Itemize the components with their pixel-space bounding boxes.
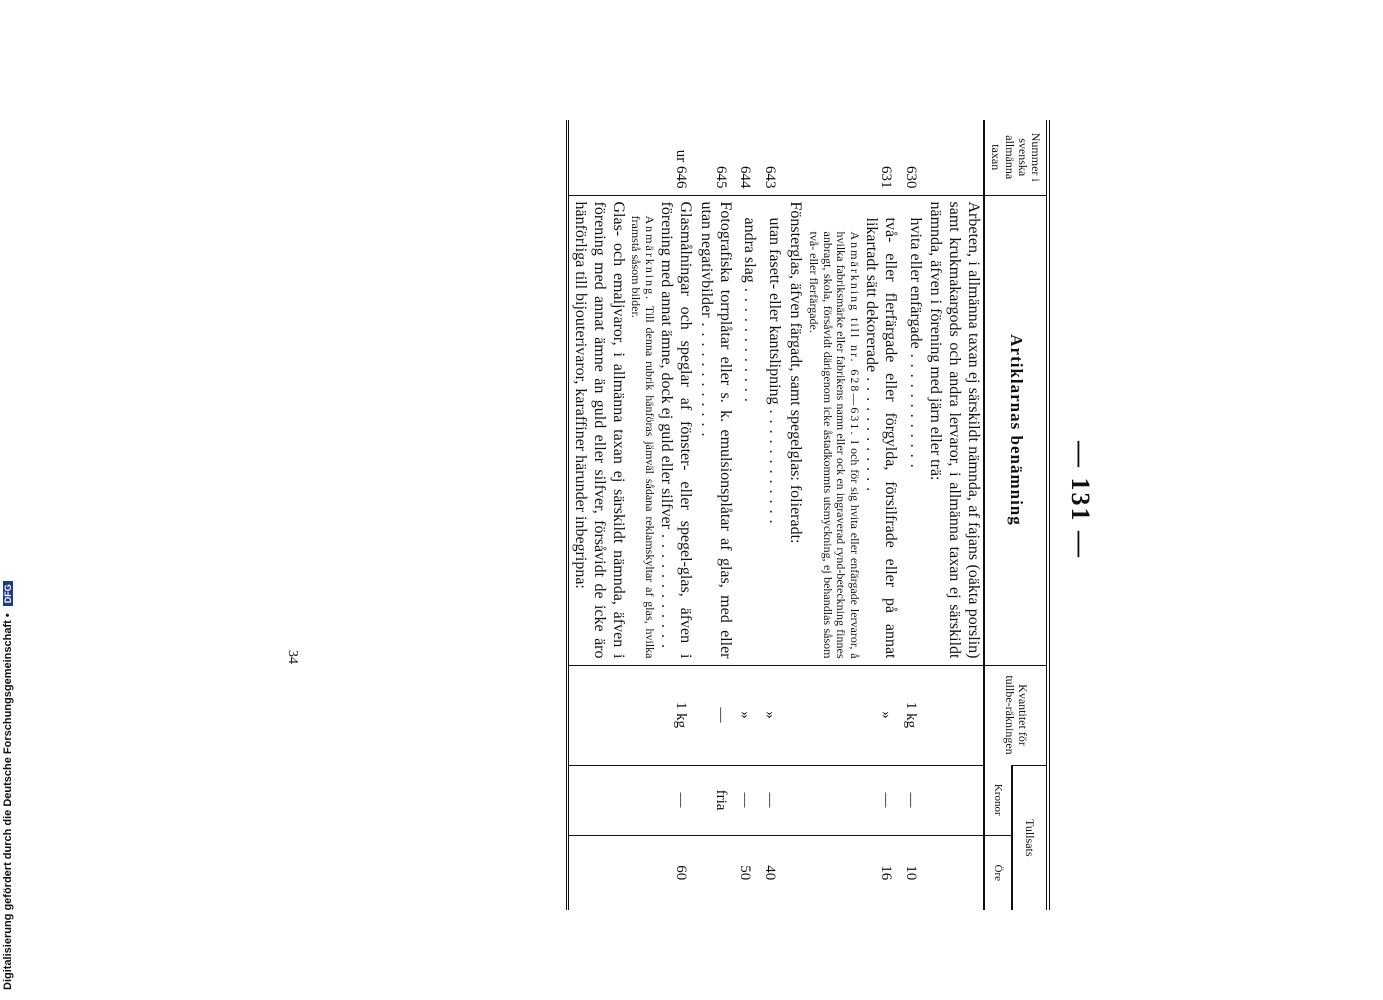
note-label: Anmärkning.: [643, 215, 658, 302]
row-ore: [784, 835, 805, 910]
row-number: [925, 120, 985, 195]
table-row: [759, 120, 784, 910]
row-kronor: —: [735, 765, 760, 835]
row-note: [629, 202, 657, 659]
table-row: [568, 120, 628, 910]
row-article: två- eller flerfärgade eller förgylda, försilfrade eller på annat likartadt sätt dekorerade . . .: [863, 218, 899, 659]
row-ore: 50: [735, 835, 760, 910]
footer-number: 34: [285, 650, 300, 664]
table-row: [628, 120, 695, 910]
header-rate: Tullsats: [1012, 765, 1048, 910]
row-kronor: [568, 765, 628, 835]
row-number: ur 646: [673, 149, 689, 189]
note-text: I och för sig hvita eller enfärgade lervaror, å hvilka fabriksmärke eller fabrikens namn eller ock en ingraverad rynd-beteckning finnes anbragt, skola, försåvidt därigenom icke åstadkommts utsmyckning, ej behandlas såsom två- eller flerfärgade.: [806, 231, 863, 659]
row-article: utan fasett- eller kantslipning . . .: [766, 218, 783, 525]
row-article: Fotografiska torrplåtar eller s. k. emulsionsplåtar af glas, med eller utan negativbilder . . .: [698, 202, 734, 659]
row-kronor: —: [805, 765, 900, 835]
row-quantity: »: [759, 665, 784, 765]
note-label: Anmärkning till nr. 628—631.: [848, 231, 863, 437]
row-article: Glasmålningar och speglar af fönster- eller spegel-glas, äfven i förening med annat ämne, dock ej guld eller silfver . . .: [658, 202, 694, 659]
header-quantity: Kvantitet för tullbe-räkningen: [984, 665, 1048, 765]
header-number: Nummer i svenska allmänna taxan: [984, 120, 1048, 195]
table-row: [900, 120, 925, 910]
row-quantity: 1 kg: [900, 665, 925, 765]
row-ore: [568, 835, 628, 910]
row-quantity: »: [735, 665, 760, 765]
table-row: [925, 120, 985, 910]
row-note: [806, 218, 861, 659]
row-quantity: »: [805, 665, 900, 765]
table-row: [784, 120, 805, 910]
table-row: [695, 120, 735, 910]
digitization-credit: [2, 584, 22, 990]
rotated-page: [200, 90, 1120, 910]
row-number: 631: [877, 166, 894, 189]
table-row: [735, 120, 760, 910]
row-quantity: [925, 665, 985, 765]
header-ore: Öre: [984, 835, 1011, 910]
row-article: andra slag . . .: [741, 218, 758, 403]
row-kronor: —: [759, 765, 784, 835]
tariff-table: [566, 120, 1050, 910]
credit-text: Digitalisierung gefördert durch die Deutsche Forschungsgemeinschaft •: [2, 613, 14, 990]
row-ore: 10: [900, 835, 925, 910]
header-kronor: Kronor: [984, 765, 1011, 835]
dfg-logo: DFG: [3, 581, 13, 606]
row-ore: 40: [759, 835, 784, 910]
header-article: Artiklarnas benämning: [984, 195, 1048, 665]
row-article: Arbeten, i allmänna taxan ej särskildt nämnda, af fajans (oäkta porslin) samt krukmakargods och andra lervaror, i allmänna taxan ej särskildt nämnda, äfven i förening med järn eller trä:: [925, 195, 985, 665]
row-number: [784, 120, 805, 195]
row-number: 630: [902, 166, 919, 189]
row-quantity: [568, 665, 628, 765]
row-kronor: [784, 765, 805, 835]
row-quantity: 1 kg: [628, 665, 695, 765]
note-text: Till denna rubrik hänföras jämväl sådana reklamskyltar af glas, hvilka framstå såsom bilder.: [629, 215, 658, 659]
row-kronor: —: [628, 765, 695, 835]
table-row: [805, 120, 900, 910]
row-number: 643: [762, 166, 779, 189]
row-ore: 60: [628, 835, 695, 910]
row-article: hvita eller enfärgade . . .: [907, 218, 924, 469]
row-ore: [925, 835, 985, 910]
row-quantity: [784, 665, 805, 765]
row-ore: [695, 835, 735, 910]
row-article: Glas- och emaljvaror, i allmänna taxan ej särskildt nämnda, äfven i förening med annat ämne än guld eller silfver, försåvidt de icke äro hänförliga till bijouterivaror, karaffiner härunder inbegripna:: [568, 195, 628, 665]
row-number: 644: [737, 166, 754, 189]
page-number: — 131 —: [1066, 441, 1095, 559]
row-kronor: [925, 765, 985, 835]
row-quantity: —: [695, 665, 735, 765]
row-article: Fönsterglas, äfven färgadt, samt spegelglas: folieradt:: [784, 195, 805, 665]
row-number: [568, 120, 628, 195]
row-kronor: fria: [695, 765, 735, 835]
row-number: 645: [712, 166, 729, 189]
row-kronor: —: [900, 765, 925, 835]
row-ore: 16: [805, 835, 900, 910]
